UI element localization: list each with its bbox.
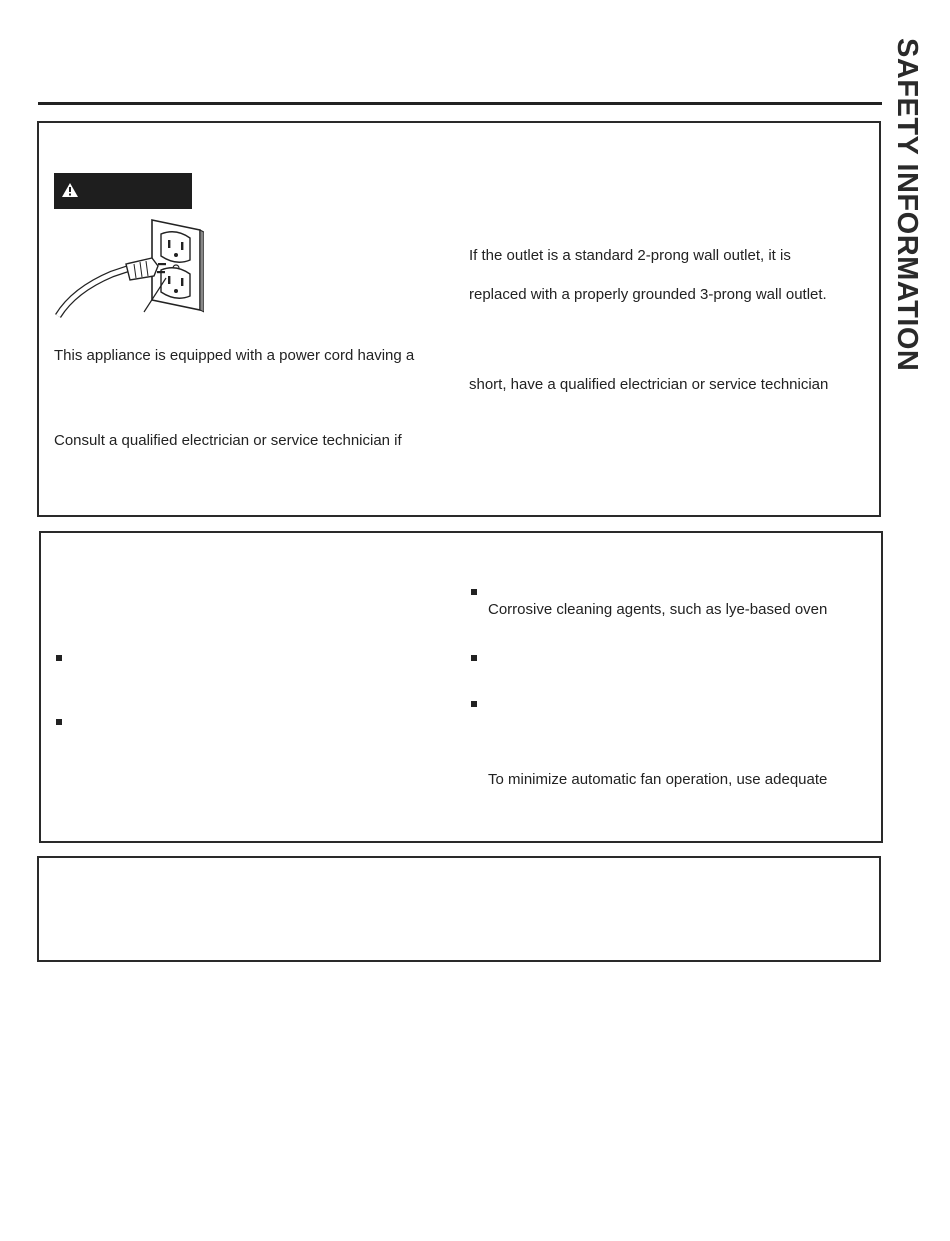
bullet-right-2 xyxy=(471,655,477,661)
grounding-text-line-1: This appliance is equipped with a power cord having a xyxy=(54,347,415,364)
grounding-text-line-2: Consult a qualified electrician or service technician if xyxy=(54,432,402,449)
side-tab-label: SAFETY INFORMATION xyxy=(891,38,923,372)
cleaning-text-line-1: Corrosive cleaning agents, such as lye-based oven xyxy=(488,601,828,618)
cleaning-text-line-2: To minimize automatic fan operation, use adequate xyxy=(488,771,828,788)
header-rule xyxy=(38,102,882,105)
bullet-right-1 xyxy=(471,589,477,595)
outlet-text-line-2: replaced with a properly grounded 3-prong wall outlet. xyxy=(469,286,827,303)
notice-section-box xyxy=(37,856,881,962)
grounded-outlet-illustration xyxy=(54,218,204,318)
outlet-text-line-1: If the outlet is a standard 2-prong wall outlet, it is xyxy=(469,247,791,264)
cleaning-section-box xyxy=(39,531,883,843)
warning-banner xyxy=(54,173,192,209)
bullet-right-3 xyxy=(471,701,477,707)
outlet-text-line-3: short, have a qualified electrician or service technician xyxy=(469,376,829,393)
bullet-left-1 xyxy=(56,655,62,661)
bullet-left-2 xyxy=(56,719,62,725)
warning-triangle-icon xyxy=(62,183,78,197)
